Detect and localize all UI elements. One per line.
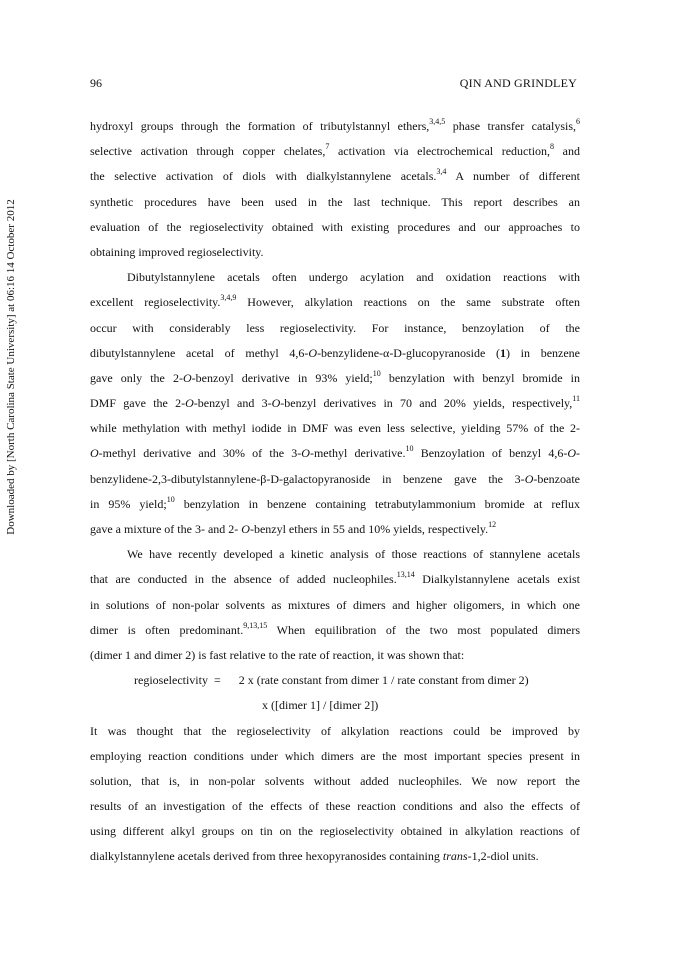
page-number: 96 xyxy=(90,76,102,90)
italic-text: O xyxy=(241,522,250,536)
text-line: It was thought that the regioselectivity of alkylation reactions could be improved by xyxy=(90,723,580,738)
reference-superscript: 8 xyxy=(550,142,555,152)
paragraph-3 xyxy=(90,542,580,668)
bold-compound-number: 1 xyxy=(499,345,506,360)
reference-superscript: 10 xyxy=(372,368,381,378)
text-line: excellent regioselectivity.$^{3,4,9}$ However, alkylation reactions on the same substrate often xyxy=(90,293,580,310)
equation-line-1: regioselectivity = 2 x (rate constant from dimer 1 / rate constant from dimer 2) xyxy=(134,673,529,688)
text-line: employing reaction conditions under which dimers are the most important species present in xyxy=(90,748,580,763)
italic-text: O xyxy=(185,396,194,411)
italic-text: O xyxy=(90,446,99,461)
italic-text: O xyxy=(567,446,576,461)
reference-superscript: 3,4,9 xyxy=(220,293,237,303)
text-line: using different alkyl groups on tin on the regioselectivity obtained in alkylation reactions of xyxy=(90,824,580,839)
download-watermark: Downloaded by [North Carolina State University] at 06:16 14 October 2012 xyxy=(5,199,17,535)
paragraph-2 xyxy=(90,265,580,542)
text-line: (dimer 1 and dimer 2) is fast relative to the rate of reaction, it was shown that: xyxy=(90,647,465,662)
text-line: in solutions of non-polar solvents as mixtures of dimers and higher oligomers, in which one xyxy=(90,597,580,612)
paragraph-1 xyxy=(90,114,580,265)
text-line: solution, that is, in non-polar solvents without added nucleophiles. We now report the xyxy=(90,773,580,788)
italic-text: O xyxy=(183,370,192,385)
text-line: benzylidene-2,3-dibutylstannylene-β-D-galactopyranoside in benzene gave the 3-O-benzoate xyxy=(90,471,580,486)
reference-superscript: 3,4 xyxy=(436,167,447,177)
reference-superscript: 13,14 xyxy=(396,570,415,580)
text-line: hydroxyl groups through the formation of tributylstannyl ethers,$^{3,4,5}$ phase transfer catalysis,$^6$ xyxy=(90,117,580,133)
reference-superscript: 10 xyxy=(166,494,175,504)
reference-superscript: 6 xyxy=(576,117,580,126)
reference-superscript: 10 xyxy=(405,444,414,454)
text-line: We have recently developed a kinetic analysis of those reactions of stannylene acetals xyxy=(127,547,580,562)
regioselectivity-equation xyxy=(90,668,580,718)
text-line: evaluation of the regioselectivity obtained with existing procedures and our approaches to xyxy=(90,219,580,234)
text-line: occur with considerably less regioselectivity. For instance, benzoylation of the xyxy=(90,320,580,335)
running-head: QIN AND GRINDLEY xyxy=(459,76,577,90)
text-line: dibutylstannylene acetal of methyl 4,6-O-benzylidene-α-D-glucopyranoside (1) in benzene xyxy=(90,345,581,360)
reference-superscript: 3,4,5 xyxy=(429,117,446,126)
text-line: results of an investigation of the effects of these reaction conditions and also the effects of xyxy=(90,799,580,814)
italic-text: O xyxy=(308,345,318,360)
text-line: DMF gave the 2-O-benzyl and 3-O-benzyl derivatives in 70 and 20% yields, respectively,$^{11}$ xyxy=(90,394,580,411)
reference-superscript: 7 xyxy=(325,142,330,152)
text-line: obtaining improved regioselectivity. xyxy=(90,244,264,259)
italic-text: trans xyxy=(442,849,468,864)
reference-superscript: 11 xyxy=(572,394,580,404)
text-line: that are conducted in the absence of added nucleophiles.$^{13,14}$ Dialkylstannylene acetals exist xyxy=(90,570,580,587)
text-line: dimer is often predominant.$^{9,13,15}$ When equilibration of the two most populated dimers xyxy=(90,620,580,637)
text-line: synthetic procedures have been used in the last technique. This report describes an xyxy=(90,194,580,209)
text-line: the selective activation of diols with dialkylstannylene acetals.$^{3,4}$ A number of different xyxy=(90,167,581,184)
italic-text: O xyxy=(524,471,534,486)
text-line: gave a mixture of the 3- and 2- O-benzyl ethers in 55 and 10% yields, respectively.$^{12}$ xyxy=(90,520,497,536)
text-line: selective activation through copper chelates,$^7$ activation via electrochemical reduction,$^8$ and xyxy=(90,142,580,159)
text-line: while methylation with methyl iodide in DMF was even less selective, yielding 57% of the 2- xyxy=(90,421,580,436)
text-line: O-methyl derivative and 30% of the 3-O-methyl derivative.$^{10}$ Benzoylation of benzyl 4,6-O- xyxy=(90,444,580,461)
equation-line-2: x ([dimer 1] / [dimer 2]) xyxy=(262,698,379,713)
text-line: gave only the 2-O-benzoyl derivative in 93% yield;$^{10}$ benzylation with benzyl bromide in xyxy=(90,368,580,385)
article-body xyxy=(90,114,580,870)
reference-superscript: 9,13,15 xyxy=(243,620,268,630)
reference-superscript: 12 xyxy=(488,520,497,529)
paragraph-4 xyxy=(90,719,580,870)
italic-text: O xyxy=(301,446,310,461)
text-line: Dibutylstannylene acetals often undergo acylation and oxidation reactions with xyxy=(127,270,580,285)
italic-text: O xyxy=(271,396,281,411)
text-line: in 95% yield;$^{10}$ benzylation in benzene containing tetrabutylammonium bromide at reflux xyxy=(90,494,580,511)
text-line: dialkylstannylene acetals derived from three hexopyranosides containing trans-1,2-diol units. xyxy=(90,849,539,864)
